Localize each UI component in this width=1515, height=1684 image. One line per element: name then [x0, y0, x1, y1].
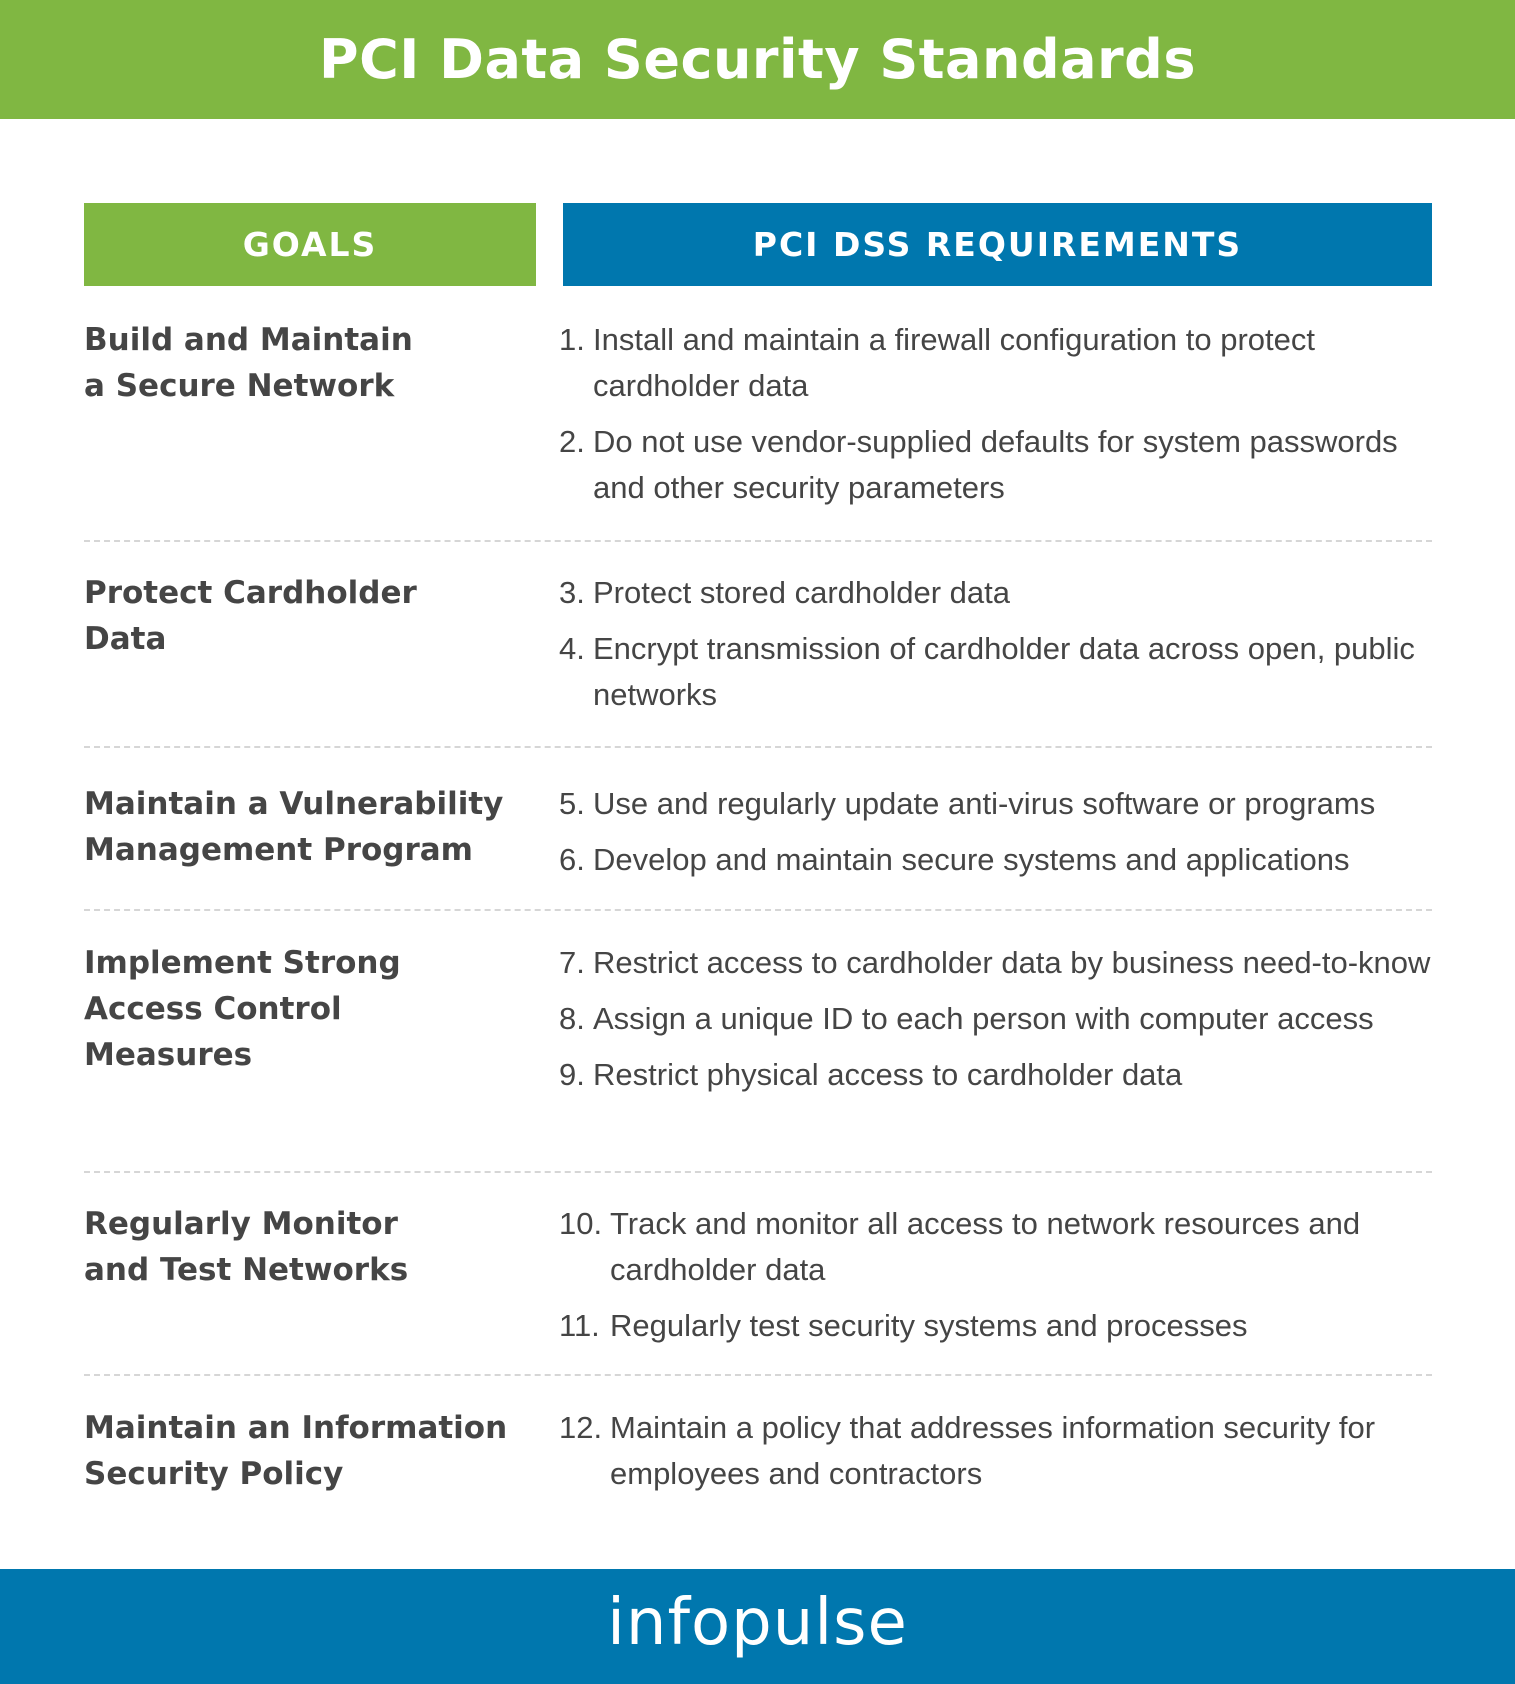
requirement-number: 5.	[559, 786, 585, 821]
list-item	[559, 837, 1439, 883]
requirement-text: Install and maintain a firewall configuration to protect cardholder data	[593, 322, 1316, 403]
goals-column-header: GOALS	[84, 203, 536, 286]
list-item	[559, 317, 1439, 409]
goal-label: Implement Strong Access Control Measures	[84, 945, 401, 1073]
requirement-number: 10.	[559, 1206, 603, 1241]
requirement-number: 3.	[559, 575, 585, 610]
requirement-text: Regularly test security systems and processes	[610, 1308, 1248, 1343]
requirement-number: 8.	[559, 1001, 585, 1036]
requirement-text: Maintain a policy that addresses information security for employees and contractors	[610, 1410, 1376, 1491]
goal-label: Maintain a Vulnerability Management Program	[84, 786, 504, 868]
row-divider	[84, 909, 1432, 911]
requirement-text: Restrict physical access to cardholder data	[593, 1057, 1183, 1092]
requirements-list	[559, 1201, 1439, 1359]
row-divider	[84, 746, 1432, 748]
requirement-text: Protect stored cardholder data	[593, 575, 1011, 610]
requirements-list	[559, 781, 1439, 893]
list-item	[559, 940, 1439, 986]
list-item	[559, 1052, 1439, 1098]
goal-label: Maintain an Information Security Policy	[84, 1410, 508, 1492]
requirement-number: 6.	[559, 842, 585, 877]
list-item	[559, 570, 1439, 616]
row-divider	[84, 540, 1432, 542]
requirement-number: 11.	[559, 1308, 600, 1343]
list-item	[559, 1303, 1439, 1349]
requirement-number: 2.	[559, 424, 585, 459]
list-item	[559, 781, 1439, 827]
page-title: PCI Data Security Standards	[319, 28, 1196, 91]
requirements-list	[559, 317, 1439, 521]
footer-banner	[0, 1569, 1515, 1684]
goal-label: Regularly Monitor and Test Networks	[84, 1206, 409, 1288]
requirement-text: Develop and maintain secure systems and applications	[593, 842, 1350, 877]
requirement-number: 7.	[559, 945, 585, 980]
list-item	[559, 1201, 1439, 1293]
list-item	[559, 419, 1439, 511]
requirements-list	[559, 1405, 1439, 1507]
requirement-number: 12.	[559, 1410, 603, 1445]
requirement-number: 9.	[559, 1057, 585, 1092]
goal-label: Protect Cardholder Data	[84, 575, 417, 657]
requirements-column-header: PCI DSS REQUIREMENTS	[563, 203, 1432, 286]
infopulse-logo: infopulse	[607, 1585, 908, 1660]
row-divider	[84, 1171, 1432, 1173]
goal-label: Build and Maintain a Secure Network	[84, 322, 413, 404]
row-divider	[84, 1374, 1432, 1376]
list-item	[559, 996, 1439, 1042]
requirements-list	[559, 570, 1439, 728]
list-item	[559, 1405, 1439, 1497]
requirement-number: 4.	[559, 631, 585, 666]
list-item	[559, 626, 1439, 718]
requirement-text: Track and monitor all access to network resources and cardholder data	[610, 1206, 1361, 1287]
requirements-list	[559, 940, 1439, 1108]
requirement-text: Encrypt transmission of cardholder data across open, public networks	[593, 631, 1415, 712]
requirement-text: Restrict access to cardholder data by business need-to-know	[593, 945, 1431, 980]
requirement-text: Use and regularly update anti-virus software or programs	[593, 786, 1376, 821]
requirement-text: Do not use vendor-supplied defaults for system passwords and other security parameters	[593, 424, 1398, 505]
requirement-number: 1.	[559, 322, 585, 357]
requirement-text: Assign a unique ID to each person with computer access	[593, 1001, 1374, 1036]
